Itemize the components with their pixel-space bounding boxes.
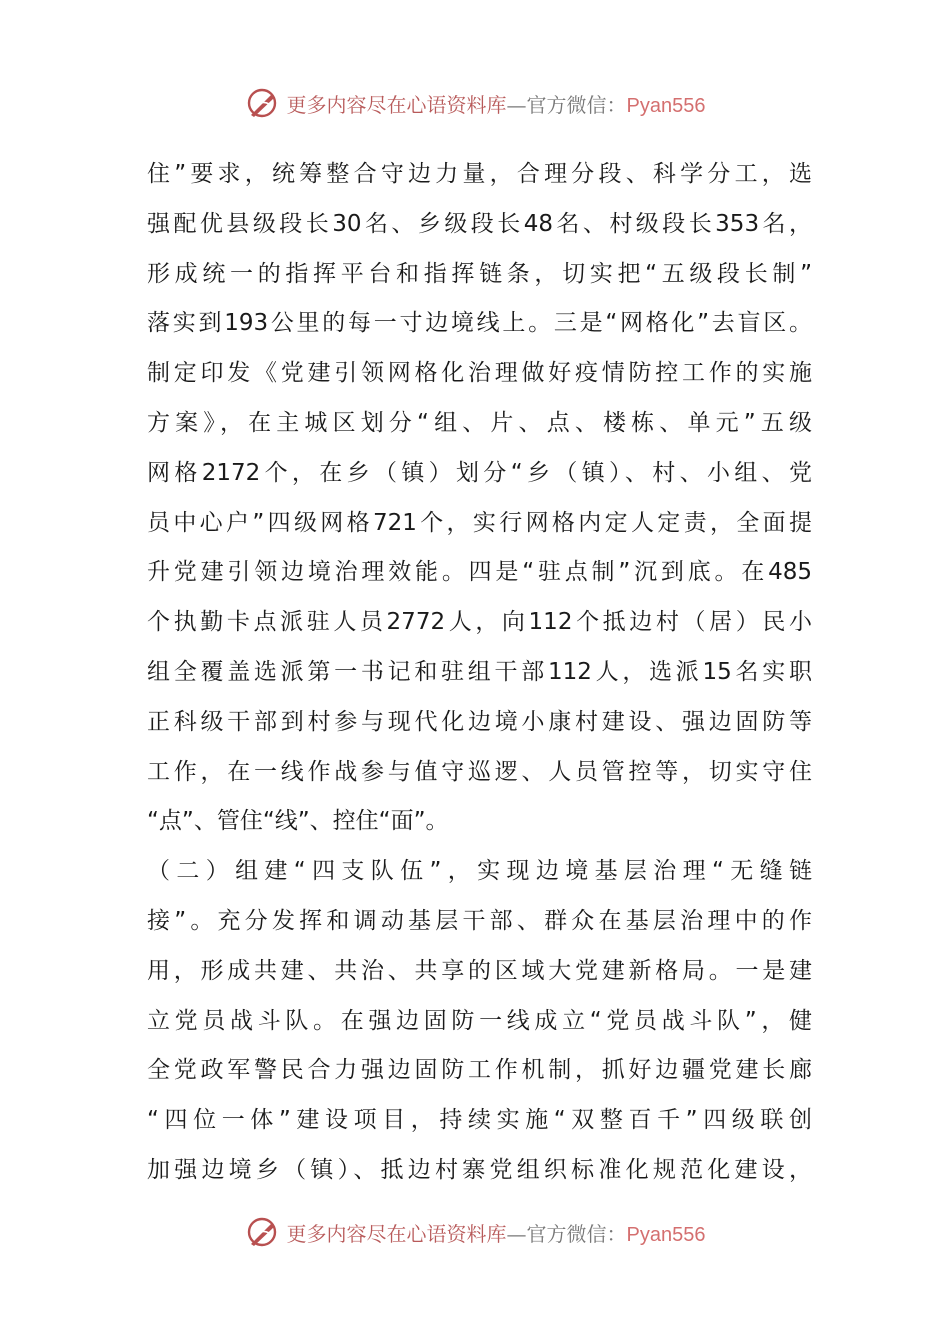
body-line: 全党政军警民合力强边固防工作机制，抓好边疆党建长廊: [147, 1057, 812, 1084]
pen-logo-icon: [245, 86, 279, 120]
body-line: 形成统一的指挥平台和指挥链条，切实把“五级段长制”: [147, 260, 812, 287]
body-line: “点”、管住“线”、控住“面”。: [147, 808, 449, 835]
body-line: 工作，在一线作战参与值守巡逻、人员管控等，切实守住: [147, 758, 812, 785]
body-line: 制定印发《党建引领网格化治理做好疫情防控工作的实施: [147, 360, 812, 387]
body-line: 接”。充分发挥和调动基层干部、群众在基层治理中的作: [147, 907, 812, 934]
body-line: 组全覆盖选派第一书记和驻组干部112人，选派15名实职: [147, 658, 812, 685]
body-line: 个执勤卡点派驻人员2772人，向112个抵边村（居）民小: [147, 609, 812, 636]
body-line: 强配优县级段长30名、乡级段长48名、村级段长353名，: [147, 210, 812, 237]
document-body: [147, 150, 812, 1196]
section-heading-line: （二）组建“四支队伍”，实现边境基层治理“无缝链: [147, 858, 812, 885]
body-line: 升党建引领边境治理效能。四是“驻点制”沉到底。在485: [147, 559, 812, 586]
body-line: 立党员战斗队。在强边固防一线成立“党员战斗队”，健: [147, 1007, 812, 1034]
body-line: 落实到193公里的每一寸边境线上。三是“网格化”去盲区。: [147, 310, 812, 337]
header-watermark-banner: [0, 83, 950, 123]
body-line: 正科级干部到村参与现代化边境小康村建设、强边固防等: [147, 708, 812, 735]
pen-logo-icon: [245, 1215, 279, 1249]
body-line: 方案》，在主城区划分“组、片、点、楼栋、单元”五级: [147, 409, 812, 436]
body-line: “四位一体”建设项目，持续实施“双整百千”四级联创: [147, 1107, 812, 1134]
body-line: 员中心户”四级网格721个，实行网格内定人定责，全面提: [147, 509, 812, 536]
body-line: 住”要求，统筹整合守边力量，合理分段、科学分工，选: [147, 161, 812, 187]
header-watermark-text: 更多内容尽在心语资料库—官方微信：Pyan556: [286, 92, 706, 117]
body-line: 网格2172个，在乡（镇）划分“乡（镇）、村、小组、党: [147, 459, 812, 486]
footer-watermark-banner: [0, 1212, 950, 1252]
footer-watermark-text: 更多内容尽在心语资料库—官方微信：Pyan556: [286, 1221, 706, 1246]
body-line: 用，形成共建、共治、共享的区域大党建新格局。一是建: [147, 957, 812, 984]
body-line: 加强边境乡（镇）、抵边村寨党组织标准化规范化建设，: [147, 1156, 812, 1183]
